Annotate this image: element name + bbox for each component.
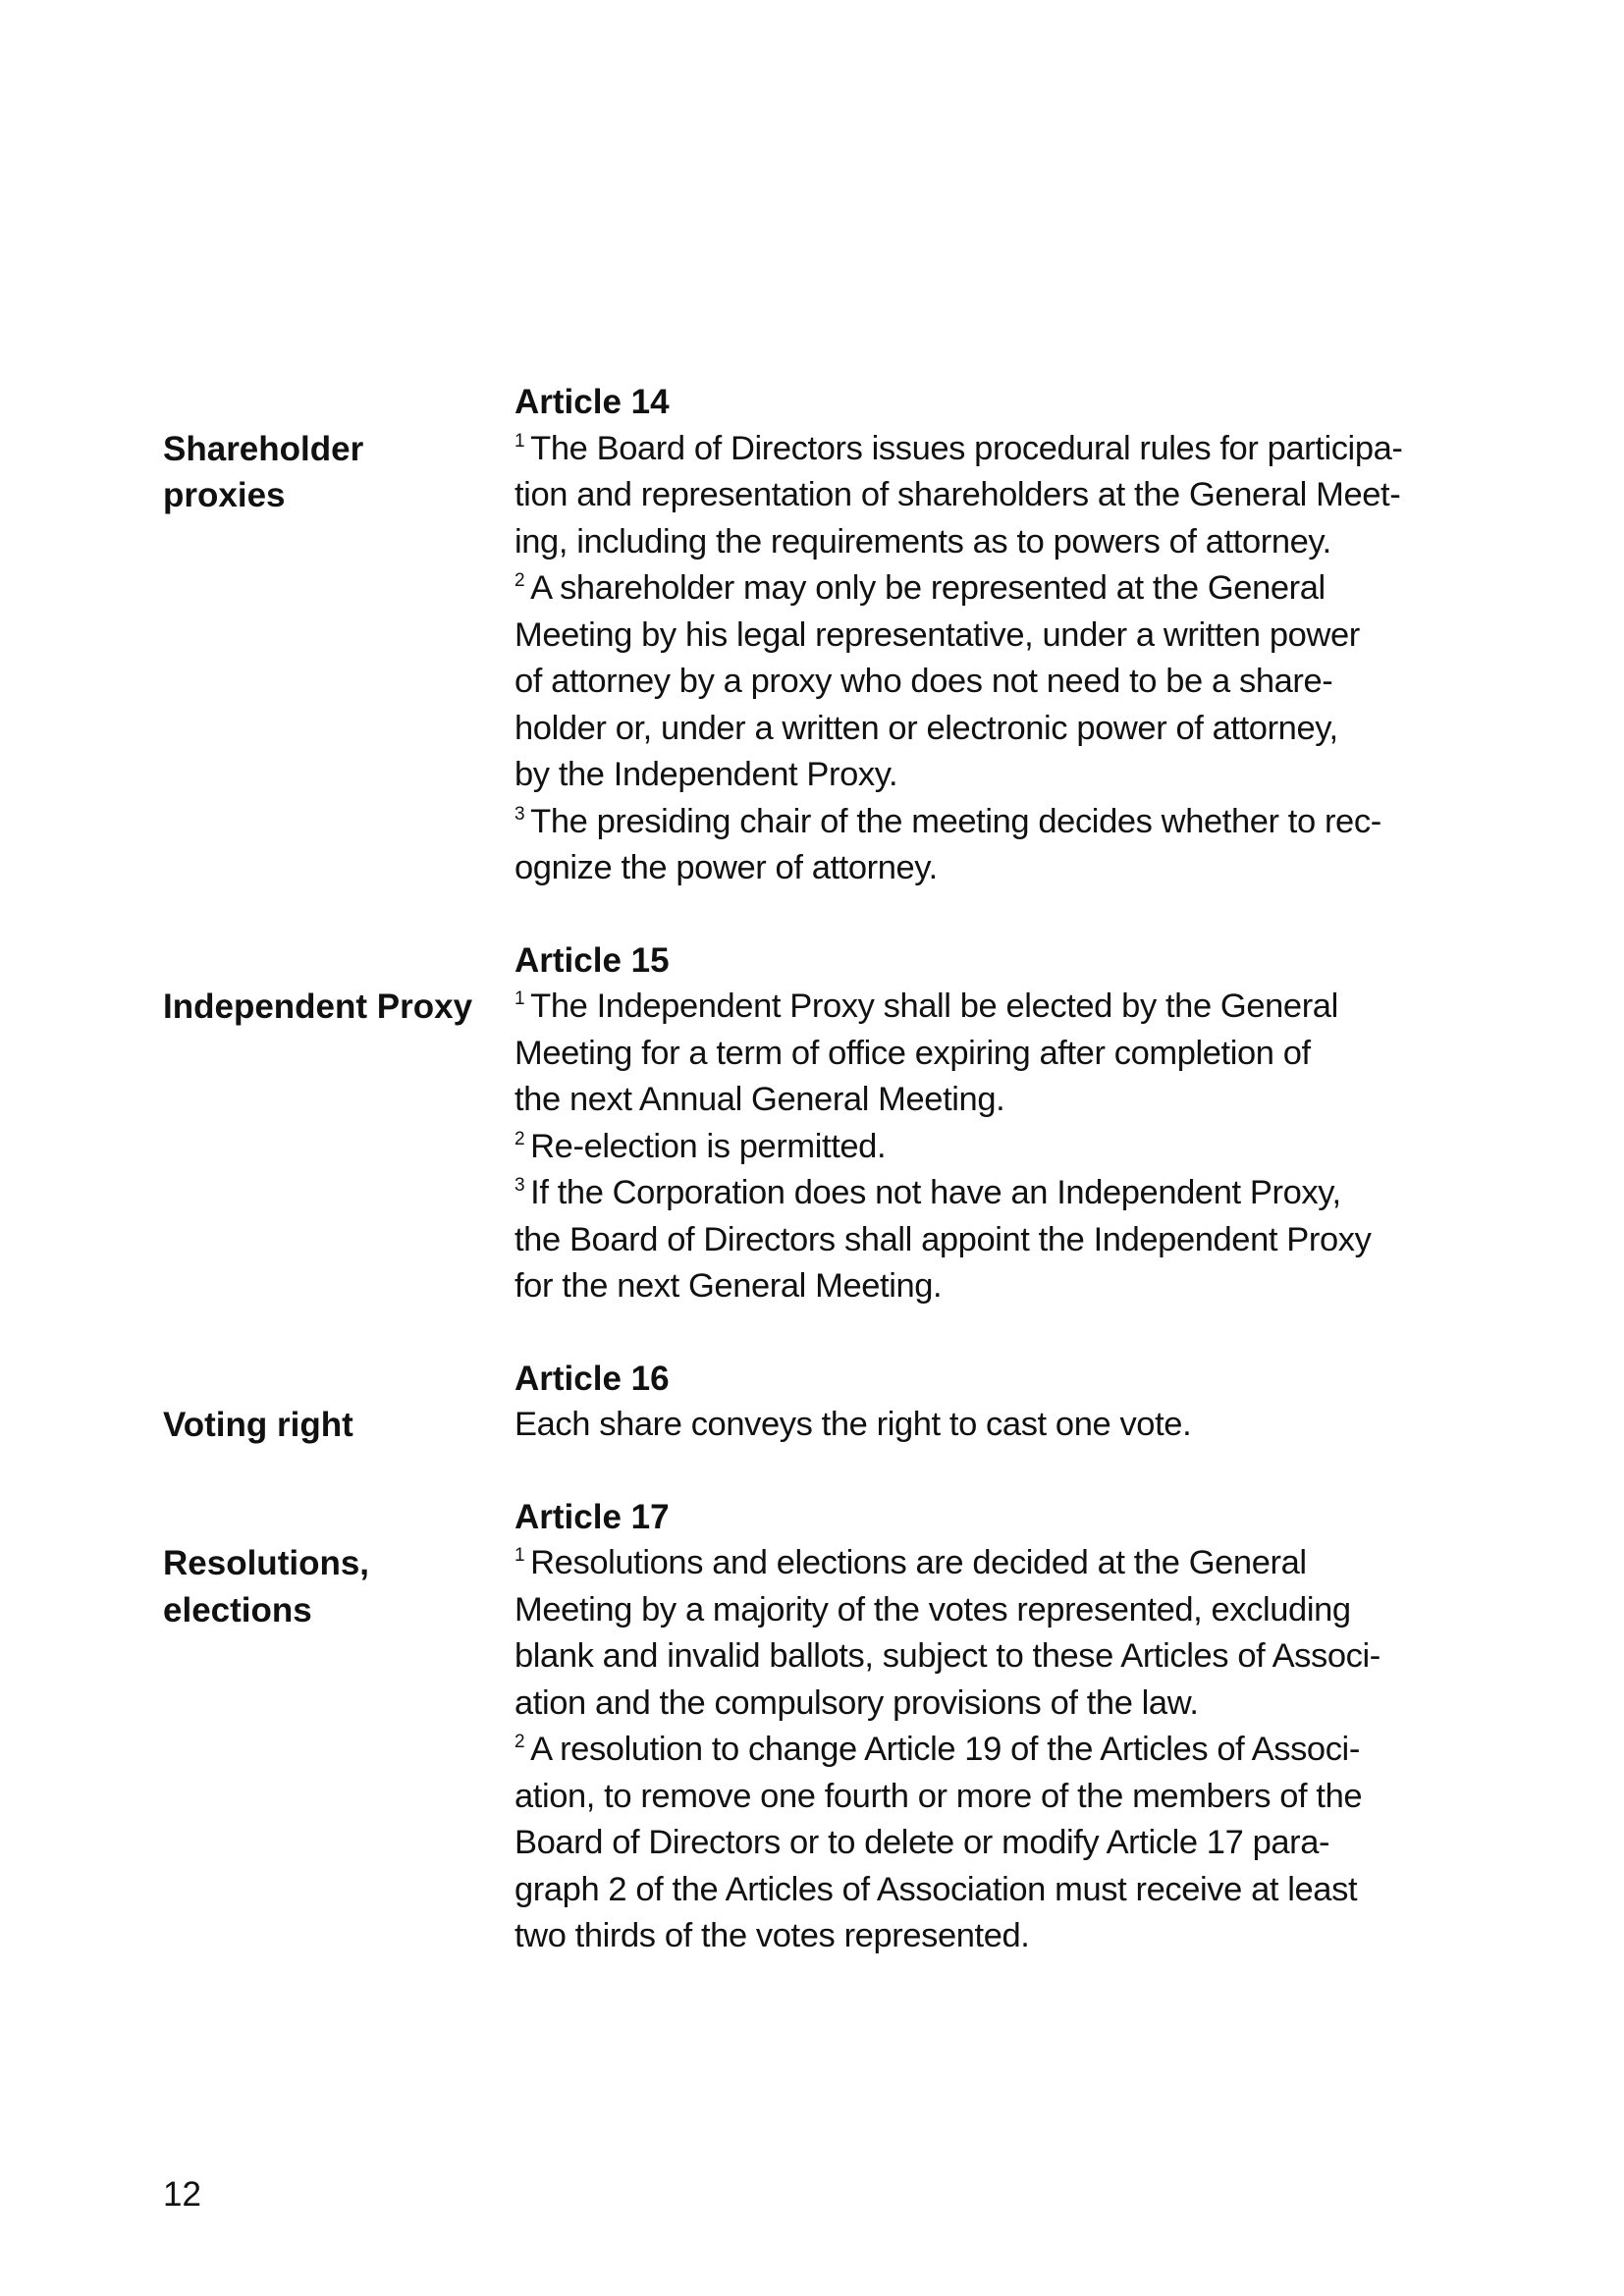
paragraph-line xyxy=(514,984,1479,1031)
paragraph-line: Meeting by a majority of the votes represented, excluding xyxy=(514,1590,1351,1629)
side-label-line: Voting right xyxy=(163,1406,353,1444)
paragraph-line: two thirds of the votes represented. xyxy=(514,1917,1030,1954)
paragraph-line: tion and representation of shareholders at the General Meet- xyxy=(514,476,1401,513)
paragraph-line: Each share conveys the right to cast one vote. xyxy=(514,1406,1192,1443)
paragraph-line: Meeting for a term of office expiring after completion of xyxy=(514,1034,1311,1072)
article-heading: Article 14 xyxy=(514,383,670,421)
article-row xyxy=(163,426,1479,892)
line-text: A resolution to change Article 19 of the Articles of Associ- xyxy=(530,1731,1360,1768)
paragraph-line xyxy=(514,1727,1479,1774)
paragraph-1 xyxy=(514,1540,1479,1727)
paragraph-1 xyxy=(514,984,1479,1124)
paragraph-2 xyxy=(514,1124,1479,1171)
paragraph-line xyxy=(514,1124,1479,1171)
paragraph-line: ing, including the requirements as to powers of attorney. xyxy=(514,522,1331,561)
paragraph-line xyxy=(514,1170,1479,1217)
paragraph-number: 2 xyxy=(514,1732,525,1752)
side-label-independent-proxy xyxy=(163,984,507,1031)
article-body xyxy=(514,1402,1479,1449)
paragraph-line: ation, to remove one fourth or more of the members of the xyxy=(514,1777,1363,1815)
line-text: The presiding chair of the meeting decides whether to rec- xyxy=(530,802,1381,840)
paragraph-line: the Board of Directors shall appoint the Independent Proxy xyxy=(514,1220,1372,1258)
paragraph-line: graph 2 of the Articles of Association must receive at least xyxy=(514,1870,1358,1908)
line-text: Resolutions and elections are decided at the General xyxy=(530,1544,1307,1581)
line-text: A shareholder may only be represented at the General xyxy=(530,569,1326,607)
paragraph-line: blank and invalid ballots, subject to these Articles of Associ- xyxy=(514,1637,1380,1675)
article-heading: Article 16 xyxy=(514,1359,670,1398)
paragraph-number: 2 xyxy=(514,1128,525,1149)
side-label-voting-right xyxy=(163,1402,507,1449)
paragraph-line xyxy=(514,1540,1479,1587)
side-label-line: Independent Proxy xyxy=(163,988,473,1026)
paragraph-line: for the next General Meeting. xyxy=(514,1267,943,1305)
paragraph-line: by the Independent Proxy. xyxy=(514,756,898,793)
article-row xyxy=(163,984,1479,1310)
article-body xyxy=(514,426,1479,892)
paragraph-line: ation and the compulsory provisions of the law. xyxy=(514,1683,1199,1722)
paragraph-number: 3 xyxy=(514,803,525,825)
paragraph-line: Board of Directors or to delete or modify Article 17 para- xyxy=(514,1824,1330,1861)
paragraph-line: Meeting by his legal representative, under a written power xyxy=(514,615,1360,654)
paragraph-3 xyxy=(514,1170,1479,1310)
paragraph-3 xyxy=(514,799,1479,892)
article-17 xyxy=(163,1494,1479,1960)
paragraph-line: ognize the power of attorney. xyxy=(514,849,938,886)
article-row xyxy=(163,1540,1479,1960)
paragraph-line xyxy=(514,799,1479,846)
paragraph-number: 1 xyxy=(514,988,525,1009)
page-number: 12 xyxy=(163,2175,201,2214)
article-row xyxy=(163,1402,1479,1449)
paragraph-number: 3 xyxy=(514,1175,525,1196)
paragraph-2 xyxy=(514,565,1479,799)
paragraph-line xyxy=(514,565,1479,613)
side-label-line: Resolutions, xyxy=(163,1544,370,1582)
side-label-line: elections xyxy=(163,1590,312,1629)
article-body xyxy=(514,984,1479,1310)
article-15 xyxy=(163,937,1479,1310)
line-text: If the Corporation does not have an Independent Proxy, xyxy=(530,1174,1341,1211)
side-label-resolutions-elections xyxy=(163,1540,507,1633)
paragraph-number: 2 xyxy=(514,570,525,591)
article-14 xyxy=(163,379,1479,892)
side-label-shareholder-proxies xyxy=(163,426,507,519)
line-text: Re-election is permitted. xyxy=(530,1127,887,1165)
paragraph-line: the next Annual General Meeting. xyxy=(514,1081,1005,1118)
line-text: The Board of Directors issues procedural rules for participa- xyxy=(530,429,1403,467)
page-content xyxy=(163,379,1479,2005)
article-heading: Article 17 xyxy=(514,1497,670,1536)
paragraph xyxy=(514,1402,1479,1449)
paragraph-1 xyxy=(514,426,1479,566)
article-body xyxy=(514,1540,1479,1960)
paragraph-line xyxy=(514,426,1479,473)
paragraph-line: holder or, under a written or electronic power of attorney, xyxy=(514,709,1338,747)
side-label-line: proxies xyxy=(163,476,286,514)
line-text: The Independent Proxy shall be elected by the General xyxy=(530,988,1338,1025)
paragraph-number: 1 xyxy=(514,430,525,452)
side-label-line: Shareholder xyxy=(163,429,364,468)
paragraph-line: of attorney by a proxy who does not need to be a share- xyxy=(514,663,1333,700)
paragraph-2 xyxy=(514,1727,1479,1960)
paragraph-number: 1 xyxy=(514,1545,525,1566)
article-heading: Article 15 xyxy=(514,940,670,980)
article-16 xyxy=(163,1356,1479,1449)
